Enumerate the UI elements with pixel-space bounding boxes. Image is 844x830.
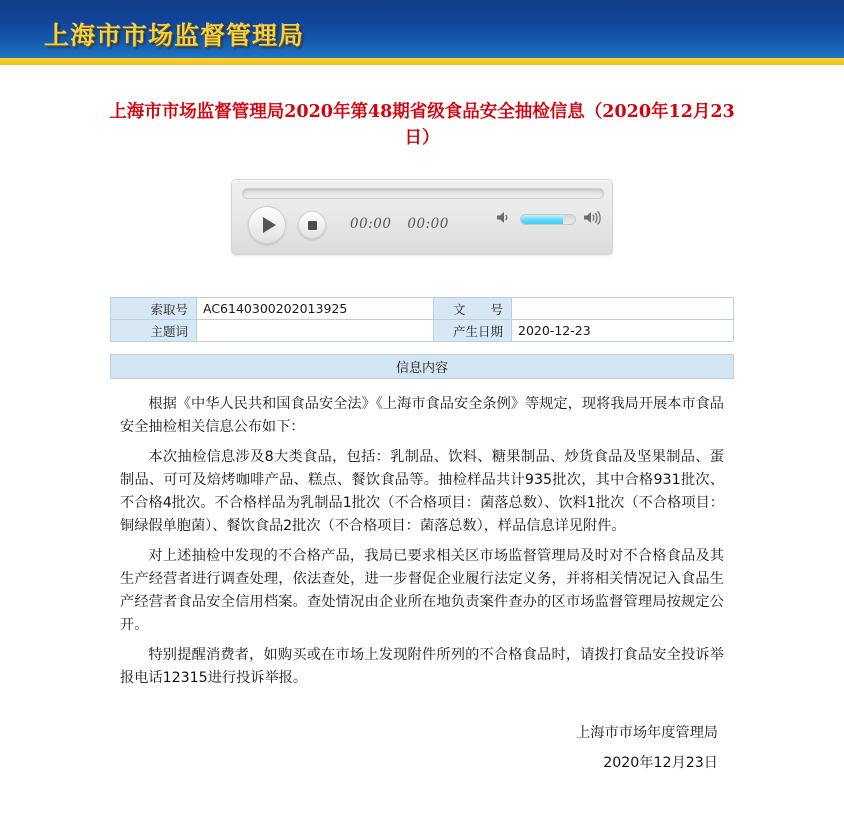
creation-date-label: 产生日期 — [434, 320, 512, 342]
header-gold-divider — [0, 58, 844, 65]
index-number-label: 索取号 — [111, 298, 197, 320]
table-row — [111, 298, 734, 320]
stop-button[interactable] — [298, 211, 326, 239]
time-display — [350, 216, 449, 232]
stop-icon — [308, 221, 317, 230]
info-content-label: 信息内容 — [395, 361, 448, 376]
subject-words-value — [197, 320, 434, 342]
current-time: 00:00 — [350, 216, 392, 232]
index-number-value: AC6140300202013925 — [197, 298, 434, 320]
total-time: 00:00 — [407, 216, 449, 232]
signature-date: 2020年12月23日 — [603, 755, 718, 771]
document-number-value — [512, 298, 734, 320]
paragraph-3: 对上述抽检中发现的不合格产品，我局已要求相关区市场监督管理局及时对不合格食品及其生产经营者进行调查处理，依法查处，进一步督促企业履行法定义务，并将相关情况记入食品生产经营者食品安全信用档案。查处情况由企业所在地负责案件查办的区市场监督管理局按规定公开。 — [120, 548, 724, 633]
volume-slider-fill — [521, 215, 563, 224]
subject-words-label: 主题词 — [111, 320, 197, 342]
signature-block — [120, 718, 724, 778]
site-header — [0, 0, 844, 58]
volume-control — [496, 210, 602, 229]
document-number-label: 文 号 — [434, 298, 512, 320]
paragraph-1: 根据《中华人民共和国食品安全法》《上海市食品安全条例》等规定，现将我局开展本市食品安全抽检相关信息公布如下： — [120, 396, 724, 435]
organization-name: 上海市市场监督管理局 — [44, 21, 305, 50]
audio-player-body — [231, 179, 613, 255]
paragraph-4: 特别提醒消费者，如购买或在市场上发现附件所列的不合格食品时，请拨打食品安全投诉举报电话12315进行投诉举报。 — [120, 647, 724, 686]
play-button[interactable] — [248, 206, 286, 244]
play-icon — [263, 217, 276, 233]
volume-up-icon[interactable] — [583, 210, 602, 229]
article-body — [120, 393, 724, 778]
info-content-band — [110, 354, 734, 379]
table-row — [111, 320, 734, 342]
playback-progress-slider[interactable] — [242, 188, 604, 199]
volume-slider[interactable] — [520, 214, 576, 225]
signature-organization: 上海市市场年度管理局 — [576, 725, 718, 741]
paragraph-2: 本次抽检信息涉及8大类食品，包括：乳制品、饮料、糖果制品、炒货食品及坚果制品、蛋制品、可可及焙烤咖啡产品、糕点、餐饮食品等。抽检样品共计935批次，其中合格931批次、不合格4批次。不合格样品为乳制品1批次（不合格项目：菌落总数）、饮料1批次（不合格项目：铜绿假单胞菌）、餐饮食品2批次（不合格项目：菌落总数），样品信息详见附件。 — [120, 449, 724, 534]
volume-mute-icon[interactable] — [496, 210, 513, 229]
page-title: 上海市市场监督管理局2020年第48期省级食品安全抽检信息（2020年12月23日） — [109, 102, 735, 148]
audio-player — [231, 179, 613, 255]
metadata-table — [110, 297, 734, 342]
creation-date-value: 2020-12-23 — [512, 320, 734, 342]
